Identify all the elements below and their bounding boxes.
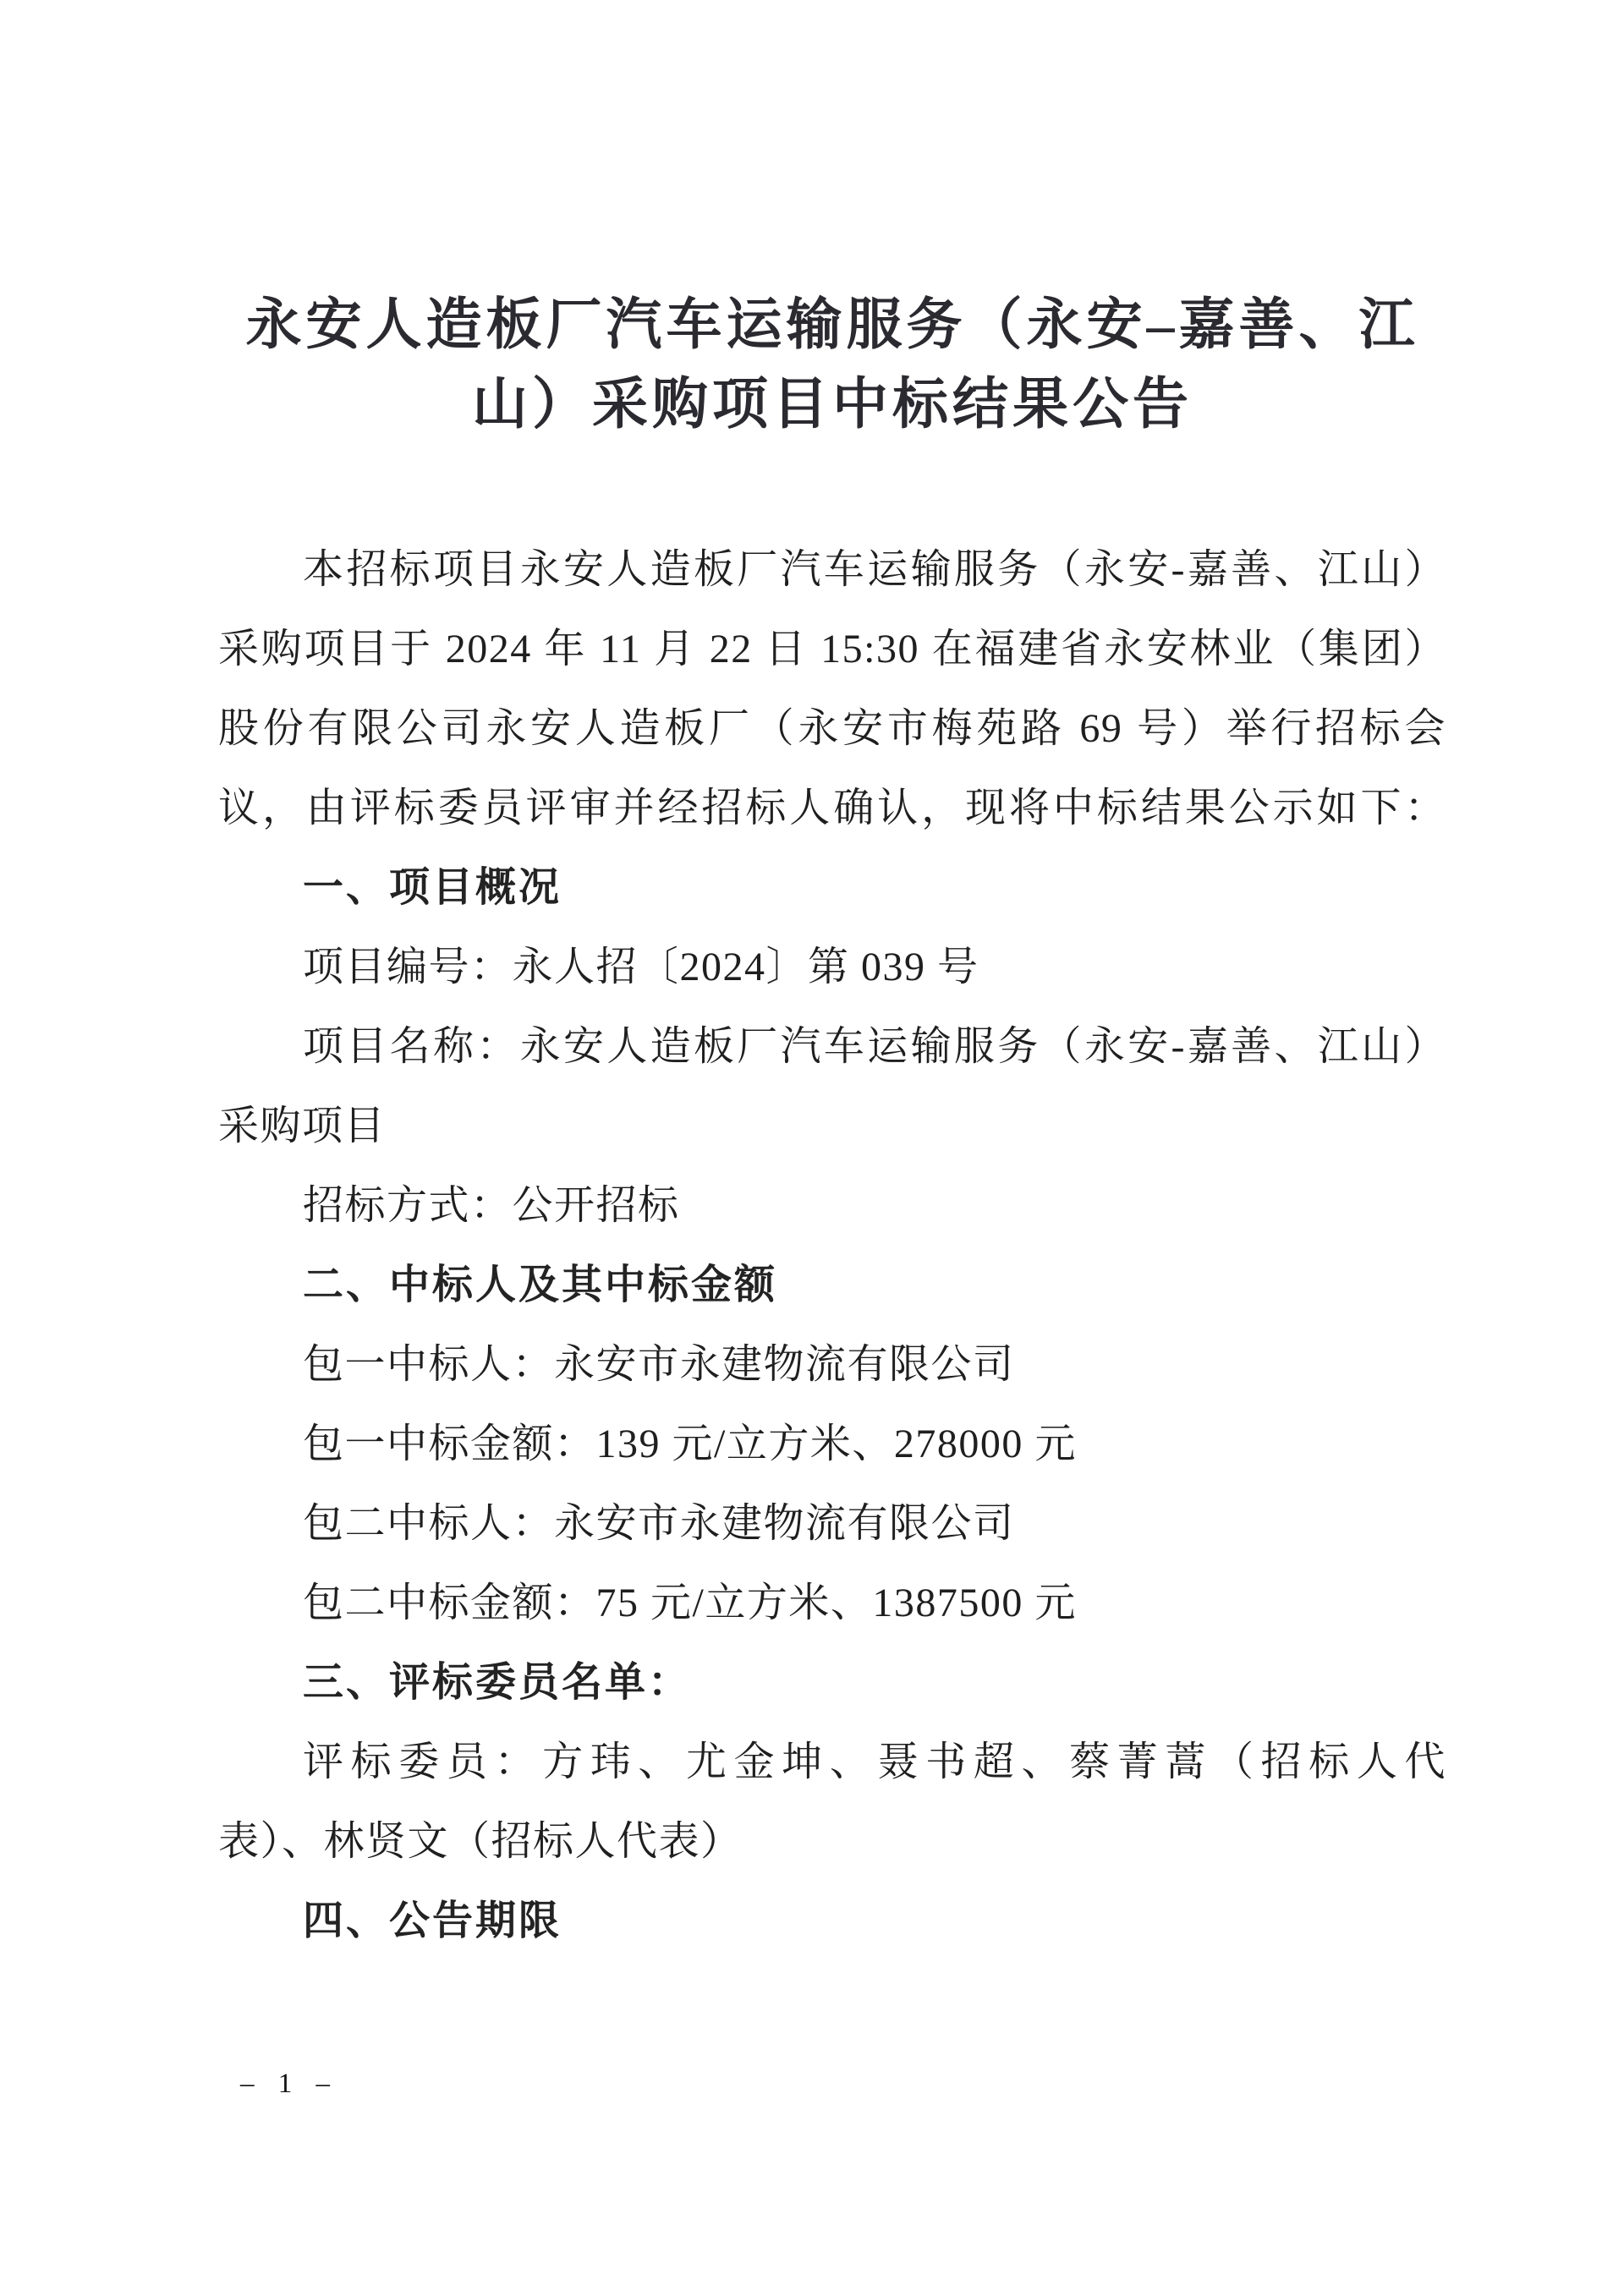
- title-line-1: 永安人造板厂汽车运输服务（永安–嘉善、江: [245, 294, 1419, 356]
- bidding-method-line: 招标方式：公开招标: [303, 1183, 680, 1228]
- intro-line-3: 股份有限公司永安人造板厂（永安市梅苑路 69 号）举行招标会: [218, 706, 1446, 751]
- page-number: – 1 –: [240, 2069, 338, 2099]
- package-1-winner-line: 包一中标人：永安市永建物流有限公司: [303, 1342, 1015, 1387]
- intro-line-1: 本招标项目永安人造板厂汽车运输服务（永安-嘉善、江山）: [303, 547, 1446, 592]
- package-1-amount-line: 包一中标金额：139 元/立方米、278000 元: [303, 1422, 1077, 1466]
- intro-line-4: 议，由评标委员评审并经招标人确认，现将中标结果公示如下：: [218, 786, 1446, 830]
- section-2-heading: 二、中标人及其中标金额: [303, 1263, 778, 1307]
- project-name-line-2: 采购项目: [218, 1104, 387, 1148]
- title-line-2: 山）采购项目中标结果公告: [472, 374, 1193, 436]
- project-number-line: 项目编号：永人招〔2024〕第 039 号: [303, 945, 979, 989]
- package-2-amount-line: 包二中标金额：75 元/立方米、1387500 元: [303, 1581, 1077, 1625]
- committee-line-2: 表）、林贤文（招标人代表）: [218, 1819, 743, 1864]
- committee-line-1: 评标委员：方玮、尤金坤、聂书超、蔡菁蒿（招标人代: [303, 1740, 1446, 1784]
- section-4-heading: 四、公告期限: [303, 1899, 562, 1943]
- section-1-heading: 一、项目概况: [303, 865, 562, 910]
- package-2-winner-line: 包二中标人：永安市永建物流有限公司: [303, 1501, 1015, 1546]
- project-name-line-1: 项目名称：永安人造板厂汽车运输服务（永安-嘉善、江山）: [303, 1024, 1446, 1069]
- intro-line-2: 采购项目于 2024 年 11 月 22 日 15:30 在福建省永安林业（集团）: [218, 627, 1446, 671]
- section-3-heading: 三、评标委员名单：: [303, 1660, 692, 1705]
